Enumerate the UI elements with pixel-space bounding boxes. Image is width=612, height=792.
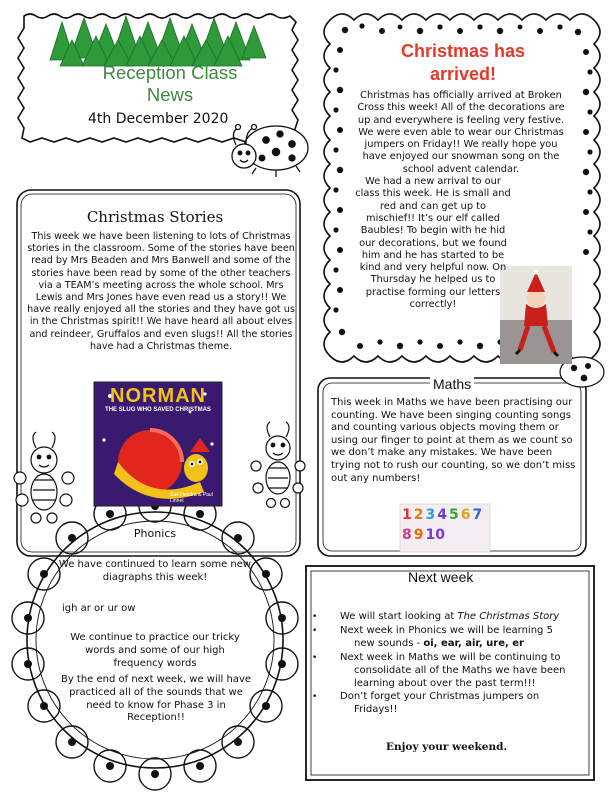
number-tile: 1 [402, 507, 412, 523]
maths-body: This week in Maths we have been practising our counting. We have been singing counting songs and counting various objects moving them or using our finger to point at them as we count so we don’t make any mistakes. We have been trying not to rush our counting, so we don’t miss out any numbers! [331, 397, 576, 484]
ladybug-icon [232, 125, 308, 178]
list-item [312, 691, 586, 717]
list-item-emphasis: The Christmas Story [457, 611, 560, 622]
maths-heading: Maths [430, 376, 474, 392]
list-item [312, 611, 586, 624]
newsletter-title-line2: News [146, 84, 194, 105]
number-tile: 7 [472, 507, 483, 523]
stories-heading: Christmas Stories [86, 208, 224, 226]
number-tile: 10 [425, 527, 445, 543]
bug-icon [14, 432, 74, 523]
phonics-heading: Phonics [133, 527, 177, 540]
list-item-sounds: oi, ear, air, ure, er [423, 637, 524, 649]
list-item-text: Next week in Phonics we will be learning 5 [340, 624, 553, 636]
number-tile: 4 [437, 507, 447, 523]
list-item-text: Don’t forget your Christmas jumpers on [340, 691, 540, 703]
christmas-heading-line1: Christmas has [400, 41, 526, 61]
book-authors: Sue Hendra & Paul Linnet [170, 492, 213, 504]
tree-icons [50, 16, 266, 66]
number-tile: 9 [413, 527, 424, 543]
christmas-heading-line2: arrived! [429, 64, 497, 84]
phonics-sounds: igh ar or ur ow [62, 603, 136, 614]
next-week-heading: Next week [408, 569, 474, 585]
newsletter-title [60, 62, 280, 106]
newsletter-date: 4th December 2020 [88, 111, 229, 127]
christmas-body [354, 90, 568, 311]
number-tile: 8 [402, 527, 412, 543]
list-item-text: Next week in Maths we will be continuing to [340, 651, 561, 663]
signoff: Enjoy your weekend. [386, 741, 508, 753]
bug-icon [251, 422, 305, 508]
phonics-phase3: By the end of next week, we will have practiced all of the sounds that we need to know for Phase 3 in Reception!! [60, 674, 252, 724]
list-item-text: We will start looking at [340, 611, 458, 622]
list-item-text: consolidate all of the Maths we have been [354, 664, 566, 676]
number-tile: 5 [449, 507, 459, 523]
christmas-paragraph: We had a new arrival to our class this week. He is small and red and can get up to mischief!! It’s our elf called Baubles! To begin with he hid our decorations, but we found him and he has started to be kind and very helpful now. On Thursday he helped us to practise forming our letters correctly! [355, 176, 511, 311]
stories-body: This week we have been listening to lots of Christmas stories in the classroom. Some of the stories have been read by Mrs Beaden and Mrs Banwell and some of the stories have been read by some of the other teachers via a TEAM’s meeting across the whole school. Mrs Lewis and Mrs Jones have even read us a story!! We have really enjoyed all the stories and they have got us in the Christmas spirit!! We have heard all about elves and reindeer, Gruffalos and even slugs!! All the stories have had a Christmas theme. [27, 231, 295, 352]
book-subtitle: THE SLUG WHO SAVED CHRISTMAS [105, 407, 211, 413]
list-item [312, 625, 586, 651]
number-tile: 2 [413, 507, 424, 523]
christmas-heading [370, 40, 556, 86]
newsletter-title-line1: Reception Class [102, 62, 238, 83]
christmas-paragraph: Christmas has officially arrived at Broken Cross this week! All of the decorations are up and everywhere is feeling very festive. We were even able to wear our Christmas jumpers on Friday!! We really hope you have enjoyed our snowman song on the school advent calendar. [357, 90, 565, 175]
number-tiles [402, 506, 490, 545]
list-item-text: learning about over the past term!!! [354, 677, 536, 689]
book-title: NORMAN [110, 385, 206, 407]
number-tile: 6 [460, 507, 471, 523]
list-item [312, 652, 586, 691]
number-tile: 3 [425, 507, 436, 523]
list-item-text: new sounds - [354, 637, 424, 649]
next-week-list [312, 611, 586, 718]
list-item-text: Fridays!! [354, 704, 398, 716]
phonics-intro: We have continued to learn some new diagraphs this week! [58, 559, 252, 583]
phonics-tricky-words: We continue to practice our tricky words and some of our high frequency words [70, 632, 240, 669]
